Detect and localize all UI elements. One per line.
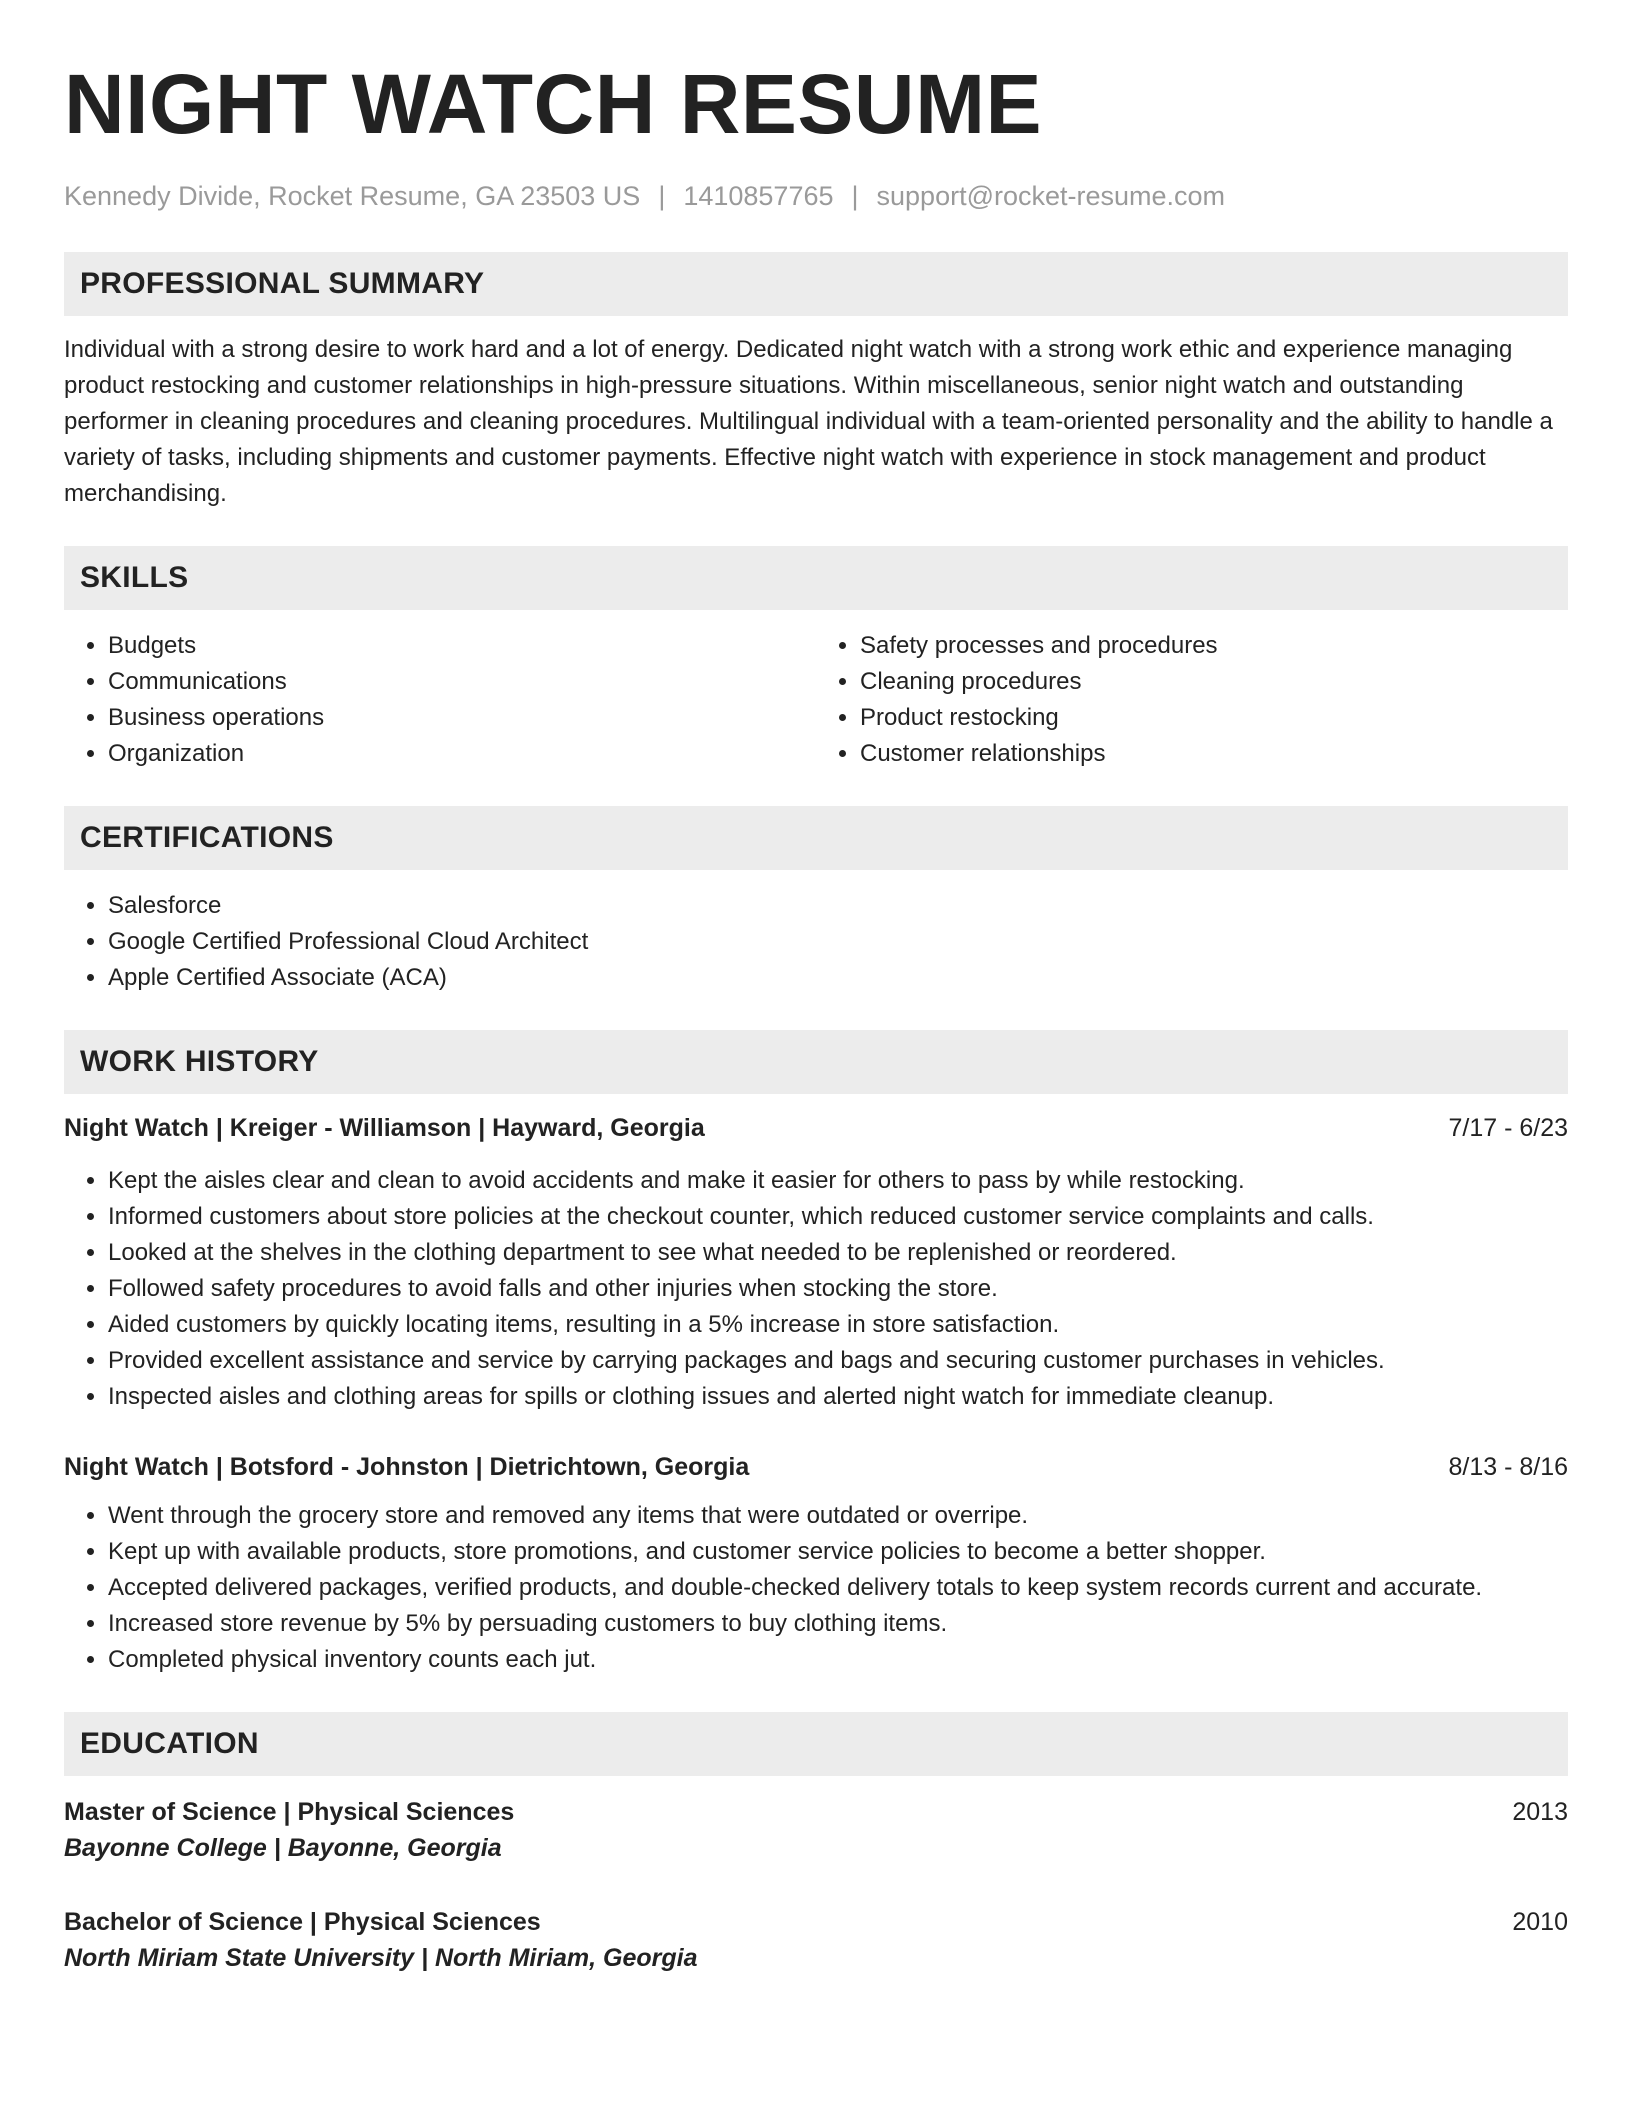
job-bullet: • Looked at the shelves in the clothing department to see what needed to be replenished or reordered.: [108, 1235, 1568, 1271]
skill-item: • Organization: [108, 736, 816, 772]
resume-title: NIGHT WATCH RESUME: [64, 57, 1043, 151]
job-header: [64, 1110, 1568, 1146]
job-bullet: • Kept the aisles clear and clean to avoid accidents and make it easier for others to pass by while restocking.: [108, 1163, 1568, 1199]
contact-separator: |: [658, 181, 666, 211]
job-entry: [64, 1449, 1568, 1678]
job-header: [64, 1449, 1568, 1485]
contact-separator: |: [851, 181, 859, 211]
job-bullet: • Went through the grocery store and removed any items that were outdated or overripe.: [108, 1498, 1568, 1534]
job-dates: 8/13 - 8/16: [1448, 1453, 1568, 1481]
skills-column-left: [64, 628, 816, 772]
section-header-work-history: WORK HISTORY: [64, 1030, 1568, 1094]
skills-column-right: [816, 628, 1568, 772]
summary-text: Individual with a strong desire to work hard and a lot of energy. Dedicated night watch with a strong work ethic and experience managing product restocking and customer relationships in high-pressure situations. Within miscellaneous, senior night watch and outstanding performer in cleaning procedures and cleaning procedures. Multilingual individual with a team-oriented personality and the ability to handle a variety of tasks, including shipments and customer payments. Effective night watch with experience in stock management and product merchandising.: [64, 336, 1553, 507]
job-title: Night Watch | Botsford - Johnston | Dietrichtown, Georgia: [64, 1453, 750, 1481]
job-bullet: • Inspected aisles and clothing areas for spills or clothing issues and alerted night watch for immediate cleanup.: [108, 1379, 1568, 1415]
section-header-education: EDUCATION: [64, 1712, 1568, 1776]
education-entry: [64, 1904, 1568, 1976]
skill-item: • Safety processes and procedures: [860, 628, 1568, 664]
job-bullet: • Followed safety procedures to avoid falls and other injuries when stocking the store.: [108, 1271, 1568, 1307]
contact-phone: 1410857765: [683, 181, 834, 211]
job-bullet: • Informed customers about store policies at the checkout counter, which reduced customer service complaints and calls.: [108, 1199, 1568, 1235]
education-entry: [64, 1794, 1568, 1866]
skills-list: [64, 628, 1568, 772]
certification-item: • Apple Certified Associate (ACA): [108, 960, 1568, 996]
certification-item: • Google Certified Professional Cloud Architect: [108, 924, 1568, 960]
job-bullet: • Completed physical inventory counts each jut.: [108, 1642, 1568, 1678]
section-header-summary: PROFESSIONAL SUMMARY: [64, 252, 1568, 316]
job-bullet: • Accepted delivered packages, verified products, and double-checked delivery totals to keep system records current and accurate.: [108, 1570, 1568, 1606]
skill-item: • Customer relationships: [860, 736, 1568, 772]
school-name: Bayonne College | Bayonne, Georgia: [64, 1834, 502, 1862]
education-header: [64, 1794, 1568, 1830]
job-entry: [64, 1110, 1568, 1415]
degree-title: Bachelor of Science | Physical Sciences: [64, 1908, 541, 1936]
skill-item: • Product restocking: [860, 700, 1568, 736]
job-bullet: • Kept up with available products, store promotions, and customer service policies to become a better shopper.: [108, 1534, 1568, 1570]
contact-email: support@rocket-resume.com: [876, 181, 1226, 211]
job-bullet: • Aided customers by quickly locating items, resulting in a 5% increase in store satisfaction.: [108, 1307, 1568, 1343]
contact-address: Kennedy Divide, Rocket Resume, GA 23503 US: [64, 181, 641, 211]
skill-item: • Budgets: [108, 628, 816, 664]
certification-item: • Salesforce: [108, 888, 1568, 924]
degree-year: 2010: [1512, 1908, 1568, 1936]
certifications-list: [64, 888, 1568, 996]
education-header: [64, 1904, 1568, 1940]
job-bullet: • Provided excellent assistance and service by carrying packages and bags and securing customer purchases in vehicles.: [108, 1343, 1568, 1379]
section-header-skills: SKILLS: [64, 546, 1568, 610]
job-dates: 7/17 - 6/23: [1448, 1114, 1568, 1142]
school-name: North Miriam State University | North Miriam, Georgia: [64, 1944, 698, 1972]
section-header-certifications: CERTIFICATIONS: [64, 806, 1568, 870]
job-title: Night Watch | Kreiger - Williamson | Hayward, Georgia: [64, 1114, 705, 1142]
degree-title: Master of Science | Physical Sciences: [64, 1798, 515, 1826]
contact-line: [64, 178, 1568, 214]
job-bullets: [64, 1163, 1568, 1415]
skill-item: • Cleaning procedures: [860, 664, 1568, 700]
job-bullet: • Increased store revenue by 5% by persuading customers to buy clothing items.: [108, 1606, 1568, 1642]
job-bullets: [64, 1498, 1568, 1678]
degree-year: 2013: [1512, 1798, 1568, 1826]
skill-item: • Business operations: [108, 700, 816, 736]
skill-item: • Communications: [108, 664, 816, 700]
